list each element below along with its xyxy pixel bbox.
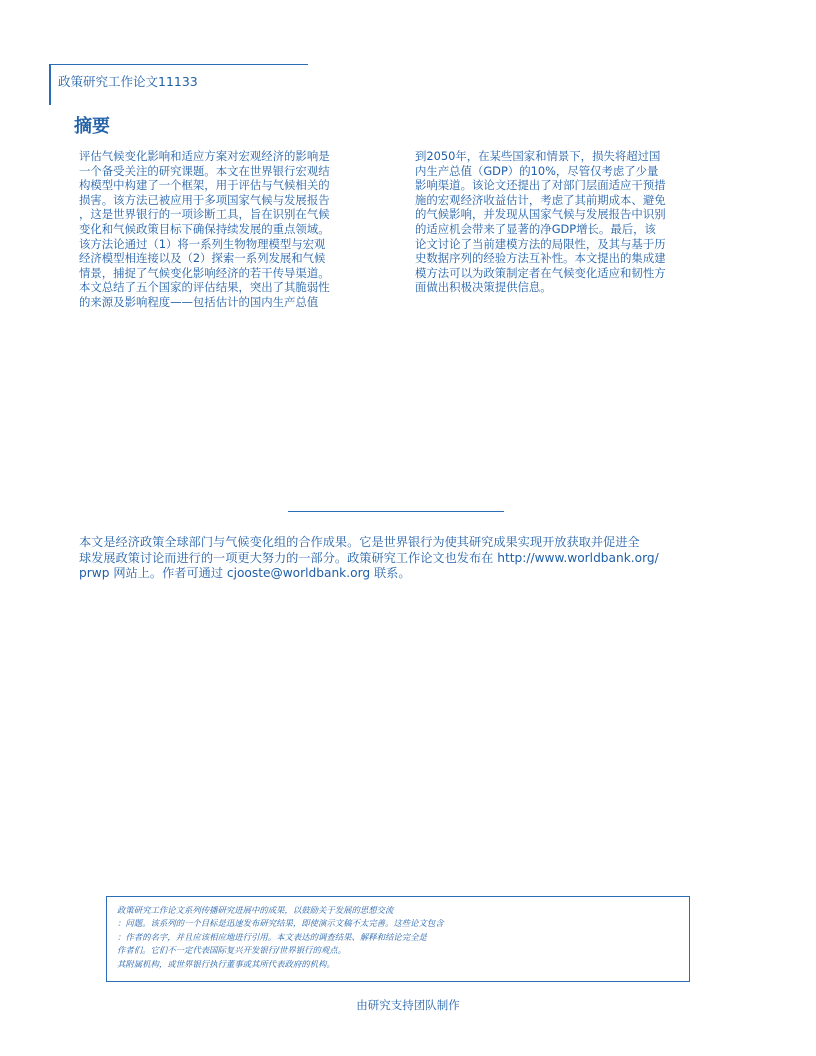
abstract-line: 论文讨论了当前建模方法的局限性，及其与基于历: [415, 236, 666, 251]
header-horizontal-rule: [51, 64, 308, 65]
abstract-line: 施的宏观经济收益估计，考虑了其前期成本、避免: [415, 192, 666, 207]
abstract-line: 情景，捕捉了气候变化影响经济的若干传导渠道。: [79, 265, 330, 280]
abstract-line: ，这是世界银行的一项诊断工具，旨在识别在气候: [79, 207, 330, 222]
abstract-heading: 摘要: [74, 116, 110, 137]
publication-note: [79, 535, 729, 582]
abstract-line: 本文总结了五个国家的评估结果，突出了其脆弱性: [79, 280, 330, 295]
abstract-line: 该方法论通过（1）将一系列生物物理模型与宏观: [79, 236, 326, 251]
disclaimer-box: [106, 896, 690, 982]
abstract-line: 构模型中构建了一个框架，用于评估与气候相关的: [79, 178, 330, 193]
abstract-line: 史数据序列的经验方法互补性。本文提出的集成建: [415, 251, 666, 266]
note-line: 本文是经济政策全球部门与气候变化组的合作成果。它是世界银行为使其研究成果实现开放获取并促进全: [79, 535, 640, 549]
series-header: [49, 64, 308, 105]
header-vertical-rule: [49, 64, 51, 105]
produced-by-credit: 由研究支持团队制作: [356, 998, 460, 1012]
abstract-column-left: [79, 149, 387, 310]
abstract-line: 的来源及影响程度——包括估计的国内生产总值: [79, 294, 319, 309]
abstract-line: 到2050年，在某些国家和情景下，损失将超过国: [415, 149, 661, 163]
abstract-line: 变化和气候政策目标下确保持续发展的重点领域。: [79, 221, 330, 236]
abstract-line: 面做出积极决策提供信息。: [415, 280, 552, 295]
abstract-line: 的气候影响，并发现从国家气候与发展报告中识别: [415, 207, 666, 222]
abstract-line: 内生产总值（GDP）的10%，尽管仅考虑了少量: [415, 163, 659, 178]
note-line: prwp 网站上。作者可通过 cjooste@worldbank.org 联系。: [79, 566, 411, 581]
abstract-column-right: [415, 149, 723, 295]
abstract-line: 模方法可以为政策制定者在气候变化适应和韧性方: [415, 265, 666, 280]
note-line: 球发展政策讨论而进行的一项更大努力的一部分。政策研究工作论文也发布在 http://www.worldbank.org/: [79, 550, 659, 565]
abstract-line: 的适应机会带来了显著的净GDP增长。最后，该: [415, 221, 656, 236]
abstract-line: 评估气候变化影响和适应方案对宏观经济的影响是: [79, 149, 330, 163]
abstract-line: 影响渠道。该论文还提出了对部门层面适应干预措: [415, 178, 666, 193]
disclaimer-line: 政策研究工作论文系列传播研究进展中的成果，以鼓励关于发展的思想交流: [117, 905, 394, 915]
section-divider: [288, 511, 504, 512]
abstract-line: 一个备受关注的研究课题。本文在世界银行宏观结: [79, 163, 330, 178]
disclaimer-line: 作者们。它们不一定代表国际复兴开发银行/世界银行的观点。: [117, 945, 346, 956]
disclaimer-line: 其附属机构，或世界银行执行董事或其所代表政府的机构。: [117, 958, 335, 969]
disclaimer-line: ：作者的名字，并且应该相应地进行引用。本文表达的调查结果、解释和结论完全是: [117, 931, 427, 942]
series-title: 政策研究工作论文11133: [58, 74, 198, 89]
disclaimer-line: ：问题。该系列的一个目标是迅速发布研究结果，即使演示文稿不太完善。这些论文包含: [117, 918, 444, 929]
abstract-line: 损害。该方法已被应用于多项国家气候与发展报告: [79, 192, 330, 207]
abstract-line: 经济模型相连接以及（2）探索一系列发展和气候: [79, 251, 326, 266]
